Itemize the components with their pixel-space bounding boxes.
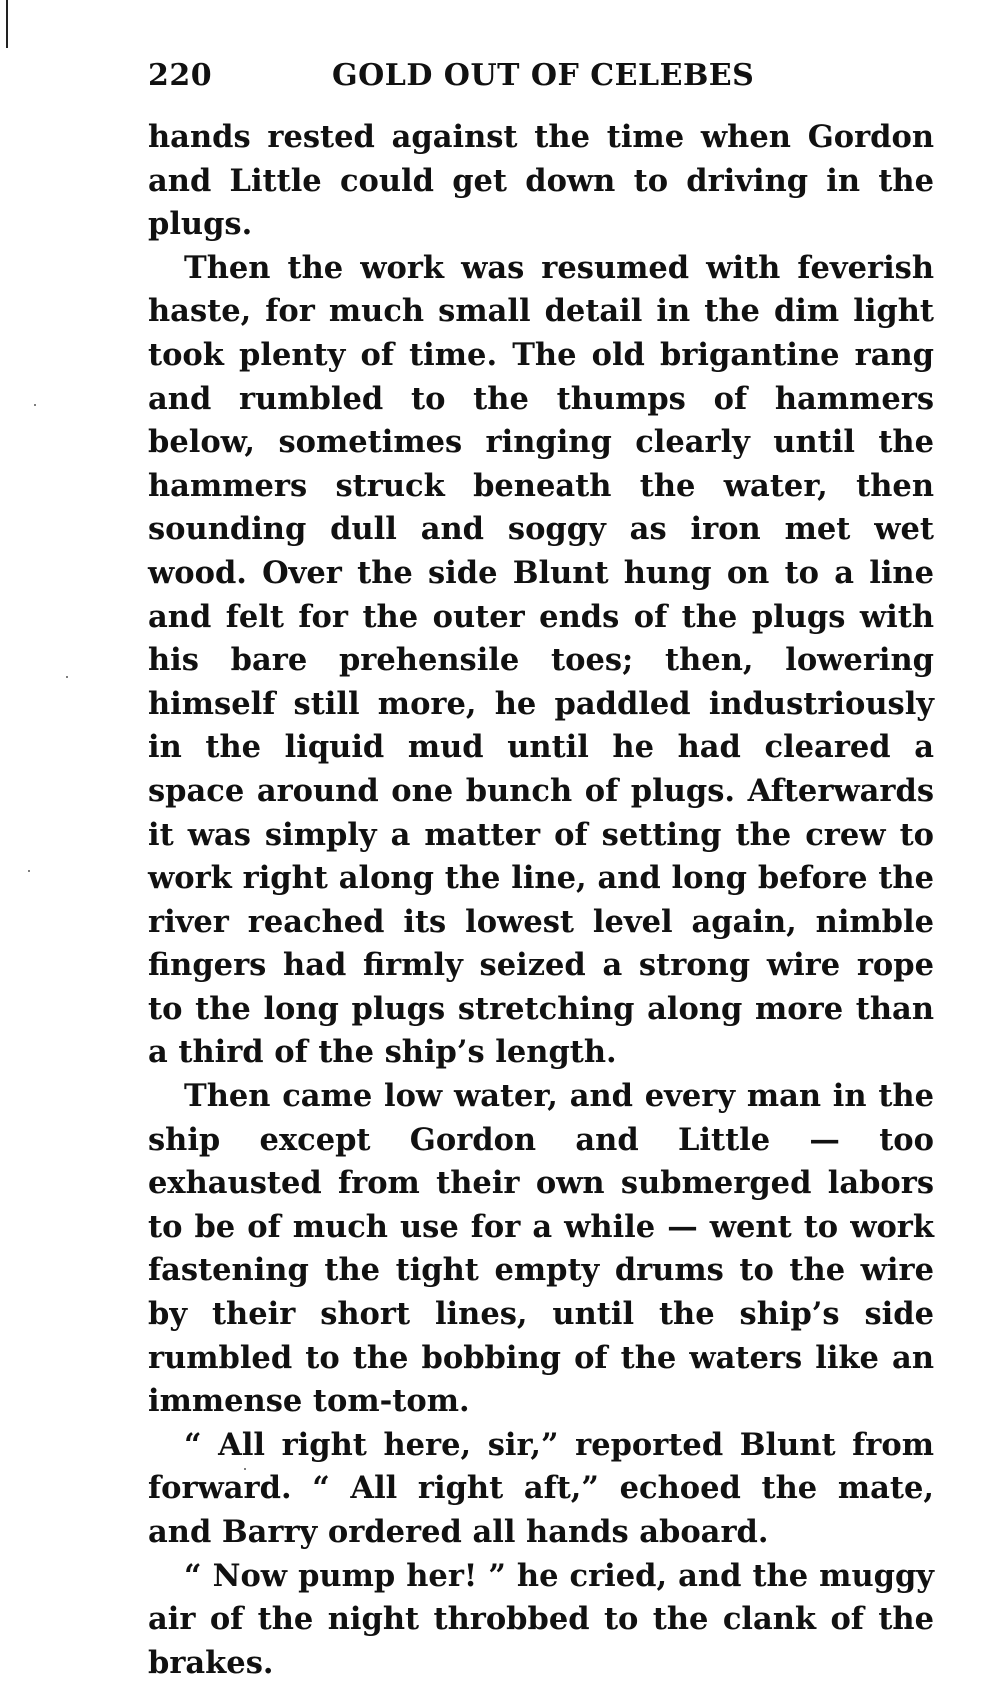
paragraph: Then came low water, and every man in the ship except Gordon and Little — too exhausted from their own submerged labors to be of much use for a while — went to work fastening the tight empty drums to the wire by their short lines, until the ship’s side rumbled to the bobbing of the waters like an immense tom-tom. (148, 1078, 934, 1420)
scan-speck (66, 676, 68, 678)
scan-speck (28, 870, 30, 872)
page-header (148, 54, 938, 98)
scan-speck (34, 404, 36, 406)
body-text (148, 116, 934, 1685)
paragraph-dialogue: “ Now pump her! ” he cried, and the muggy air of the night throbbed to the clank of the brakes. (148, 1557, 934, 1681)
paragraph: Then the work was resumed with feverish haste, for much small detail in the dim light took plenty of time. The old brigantine rang and rumbled to the thumps of hammers below, sometimes ringing clearly until the hammers struck beneath the water, then sounding dull and soggy as iron met wet wood. Over the side Blunt hung on to a line and felt for the outer ends of the plugs with his bare prehensile toes; then, lowering himself still more, he paddled industriously in the liquid mud until he had cleared a space around one bunch of plugs. Afterwards it was simply a matter of setting the crew to work right along the line, and long before the river reached its lowest level again, nimble fingers had firmly seized a strong wire rope to the long plugs stretching along more than a third of the ship’s length. (148, 249, 934, 1071)
paragraph-dialogue: “ All right here, sir,” reported Blunt from forward. “ All right aft,” echoed the mate, and Barry ordered all hands aboard. (148, 1426, 934, 1550)
running-title: GOLD OUT OF CELEBES (332, 58, 755, 93)
scan-speck (244, 1468, 246, 1470)
scan-edge-line (6, 0, 8, 48)
page-number: 220 (148, 58, 213, 93)
paragraph-continued: hands rested against the time when Gordon and Little could get down to driving in the plugs. (148, 119, 934, 243)
